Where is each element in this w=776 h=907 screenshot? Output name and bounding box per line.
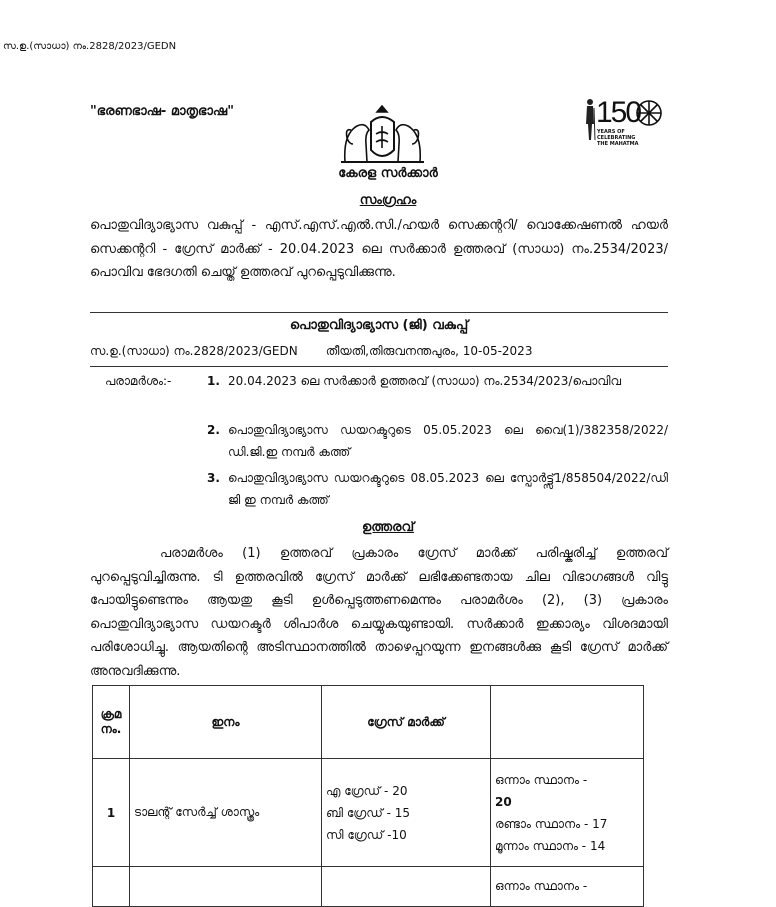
header-serial-line2: നം. bbox=[100, 722, 122, 736]
kerala-emblem bbox=[335, 104, 430, 164]
gandhi-figure-icon bbox=[582, 98, 596, 142]
abstract-title: സംഗ്രഹം bbox=[359, 193, 417, 208]
order-text: പരാമർശം (1) ഉത്തരവ് പ്രകാരം ഗ്രേസ് മാർക്ക് പരിഷ്കരിച്ച് ഉത്തരവ് പുറപ്പെടുവിച്ചിരുന്നു. ടി ഉത്തരവിൽ ഗ്രേസ് മാർക്ക് ലഭിക്കേണ്ടതായ ചില വിഭാഗങ്ങൾ വിട്ടു പോയിട്ടുണ്ടെന്നും ആയതു കൂടി ഉൾപ്പെടുത്തണമെന്നും പരാമർശം (2), (3) പ്രകാരം പൊതുവിദ്യാഭ്യാസ ഡയറക്ടർ ശിപാർശ ചെയ്യുകയുണ്ടായി. സർക്കാർ ഇക്കാര്യം വിശദമായി പരിശോധിച്ചു. ആയതിന്റെ അടിസ്ഥാനത്തിൽ താഴെപ്പറയുന്ന ഇനങ്ങൾക്കു കൂടി ഗ്രേസ് മാർക്ക് അനുവദിക്കുന്നു. bbox=[90, 546, 668, 679]
order-number: സ.ഉ.(സാധാ) നം.2828/2023/GEDN bbox=[90, 344, 298, 358]
position-first-label: ഒന്നാം സ്ഥാനം - bbox=[495, 879, 588, 893]
department-title: പൊതുവിദ്യാഭ്യാസ (ജി) വകുപ്പ് bbox=[289, 318, 469, 333]
table-header-row bbox=[93, 686, 644, 759]
position-third: മൂന്നാം സ്ഥാനം - 14 bbox=[495, 838, 606, 853]
reference-number: 3. bbox=[207, 471, 220, 485]
reference-item: പൊതുവിദ്യാഭ്യാസ ഡയറക്ടറുടെ 08.05.2023 ലെ സ്പോർട്ട്സ്1/858504/2022/ഡി ജി ഇ നമ്പർ കത്ത് bbox=[228, 471, 668, 507]
document-reference-header: സ.ഉ.(സാധാ) നം.2828/2023/GEDN bbox=[3, 41, 177, 52]
header-grace-mark: ഗ്രേസ് മാർക്ക് bbox=[322, 686, 491, 759]
row-serial: 1 bbox=[93, 759, 130, 867]
logo-line1: YEARS OF bbox=[597, 129, 625, 135]
table-row bbox=[93, 759, 644, 867]
references-label: പരാമർശം:- bbox=[105, 374, 172, 388]
header-serial-line1: ക്രമ bbox=[100, 707, 122, 721]
header-serial bbox=[93, 686, 130, 759]
position-first-label: ഒന്നാം സ്ഥാനം - bbox=[495, 772, 588, 787]
row-positions bbox=[491, 759, 644, 867]
reference-number: 1. bbox=[207, 374, 220, 388]
grace-mark-table bbox=[92, 685, 644, 907]
divider-top bbox=[90, 312, 668, 313]
order-reference-line bbox=[90, 344, 532, 359]
grade-c: സി ഗ്രേഡ് -10 bbox=[326, 827, 407, 842]
government-name: കേരള സർക്കാർ bbox=[338, 166, 438, 181]
header-extra bbox=[491, 686, 644, 759]
header-item: ഇനം bbox=[130, 686, 322, 759]
logo-line2: CELEBRATING bbox=[597, 135, 636, 141]
row-item: ടാലന്റ് സേർച്ച് ശാസ്ത്രം bbox=[130, 759, 322, 867]
logo-line3: THE MAHATMA bbox=[597, 141, 639, 147]
slogan: "ഭരണഭാഷ- മാതൃഭാഷ" bbox=[90, 104, 234, 119]
charkha-wheel-icon bbox=[634, 98, 664, 128]
order-title: ഉത്തരവ് bbox=[361, 520, 415, 535]
reference-number: 2. bbox=[207, 423, 220, 437]
reference-item: പൊതുവിദ്യാഭ്യാസ ഡയറക്ടറുടെ 05.05.2023 ലെ വൈ(1)/382358/2022/ഡി.ജി.ഇ നമ്പർ കത്ത് bbox=[228, 423, 668, 459]
logo-number: 150 bbox=[596, 96, 641, 129]
grade-b: ബി ഗ്രേഡ് - 15 bbox=[326, 805, 411, 820]
reference-item: 20.04.2023 ലെ സർക്കാർ ഉത്തരവ് (സാധാ) നം.2534/2023/പൊവിവ bbox=[228, 374, 622, 388]
abstract-text: പൊതുവിദ്യാഭ്യാസ വകുപ്പ് - എസ്.എസ്.എൽ.സി./ഹയർ സെക്കന്ററി/ വൊക്കേഷണൽ ഹയർ സെക്കന്ററി - ഗ്രേസ് മാർക്ക് - 20.04.2023 ലെ സർക്കാർ ഉത്തരവ് (സാധാ) നം.2534/2023/പൊവിവ ഭേദഗതി ചെയ്ത് ഉത്തരവ് പുറപ്പെടുവിക്കുന്നു. bbox=[90, 218, 668, 280]
position-first-value: 20 bbox=[495, 794, 512, 809]
order-date: തീയതി,തിരുവനന്തപുരം, 10-05-2023 bbox=[325, 344, 533, 358]
row-grades bbox=[322, 759, 491, 867]
gandhi-150-logo bbox=[582, 96, 672, 152]
grade-a: എ ഗ്രേഡ് - 20 bbox=[326, 783, 408, 798]
position-second: രണ്ടാം സ്ഥാനം - 17 bbox=[495, 816, 608, 831]
divider-bottom bbox=[90, 366, 668, 367]
